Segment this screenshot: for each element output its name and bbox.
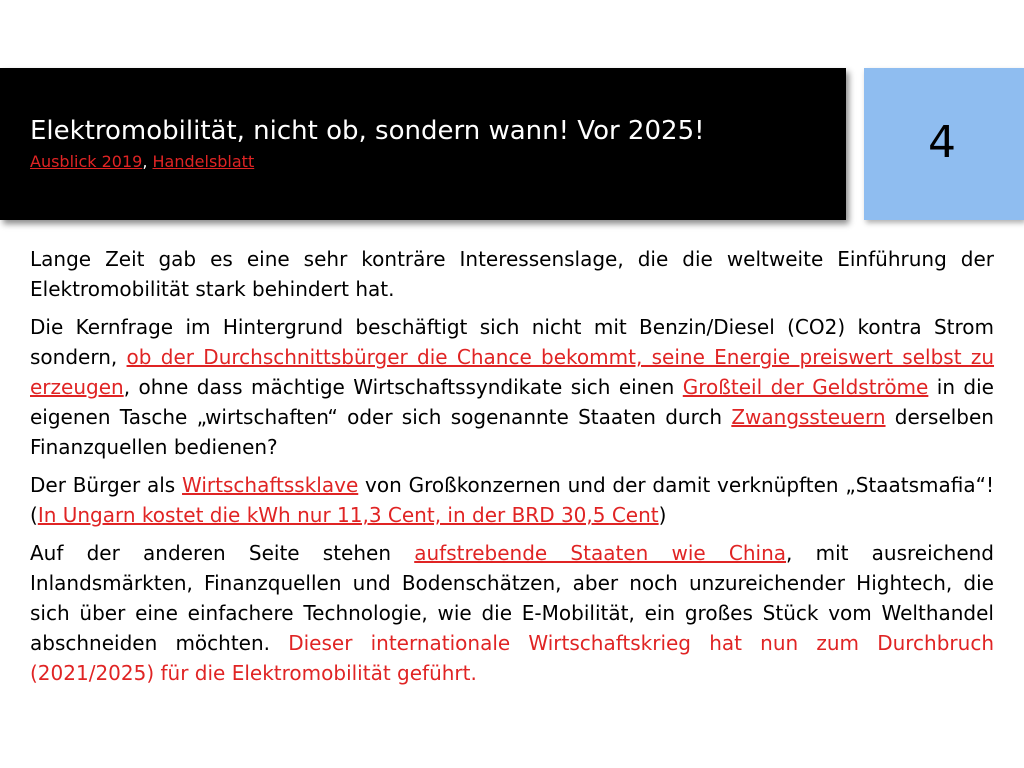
slide-title: Elektromobilität, nicht ob, sondern wann! Vor 2025! [30, 116, 705, 146]
paragraph-1: Lange Zeit gab es eine sehr konträre Interessenslage, die die weltweite Einführung der Elektromobilität stark behindert hat. [30, 247, 994, 301]
link-aufstrebende-staaten[interactable]: aufstrebende Staaten wie China [414, 541, 787, 565]
p2-text-1: Die Kernfrage im Hintergrund beschäftigt sich nicht mit Benzin/Diesel (CO2) kontra Strom sondern, [30, 315, 994, 369]
p4-highlight: Dieser internationale Wirtschaftskrieg hat nun zum Durchbruch (2021/2025) für die Elektromobilität geführt. [30, 631, 994, 685]
slide-body [30, 244, 994, 696]
p2-text-2: , ohne dass mächtige Wirtschaftssyndikate sich einen [123, 375, 683, 399]
title-bar [0, 68, 846, 220]
p3-text-3: ) [658, 503, 667, 527]
link-handelsblatt[interactable]: Handelsblatt [152, 152, 255, 171]
link-zwangssteuern[interactable]: Zwangssteuern [731, 405, 886, 429]
p2-text-4: derselben Finanzquellen bedienen? [30, 405, 994, 459]
p3-text-1: Der Bürger als [30, 473, 183, 497]
slide-number: 4 [928, 117, 956, 168]
paragraph-3 [30, 470, 994, 530]
link-ausblick-2019[interactable]: Ausblick 2019 [30, 152, 143, 171]
source-separator: , [142, 152, 153, 171]
paragraph-4 [30, 538, 994, 688]
p3-text-2: von Großkonzernen und der damit verknüpften „Staatsmafia“! ( [30, 473, 994, 527]
link-wirtschaftssklave[interactable]: Wirtschaftssklave [182, 473, 359, 497]
title-sources [30, 152, 254, 172]
link-strompreis-ungarn[interactable]: In Ungarn kostet die kWh nur 11,3 Cent, in der BRD 30,5 Cent [37, 503, 659, 527]
paragraph-2 [30, 312, 994, 462]
link-grossteil-geldstroeme[interactable]: Großteil der Geldströme [682, 375, 929, 399]
p4-text-1: Auf der anderen Seite stehen [30, 541, 415, 565]
p4-text-2: , mit ausreichend Inlandsmärkten, Finanzquellen und Bodenschätzen, aber noch unzureichender Hightech, die sich über eine einfachere Technologie, wie die E-Mobilität, ein großes Stück vom Welthandel abschneiden möchten. [30, 541, 995, 655]
link-energie-selbst-erzeugen[interactable]: ob der Durchschnittsbürger die Chance bekommt, seine Energie preiswert selbst zu erzeugen [30, 345, 995, 399]
p2-text-3: in die eigenen Tasche „wirtschaften“ oder sich sogenannte Staaten durch [30, 375, 994, 429]
slide-number-box [864, 68, 1024, 220]
